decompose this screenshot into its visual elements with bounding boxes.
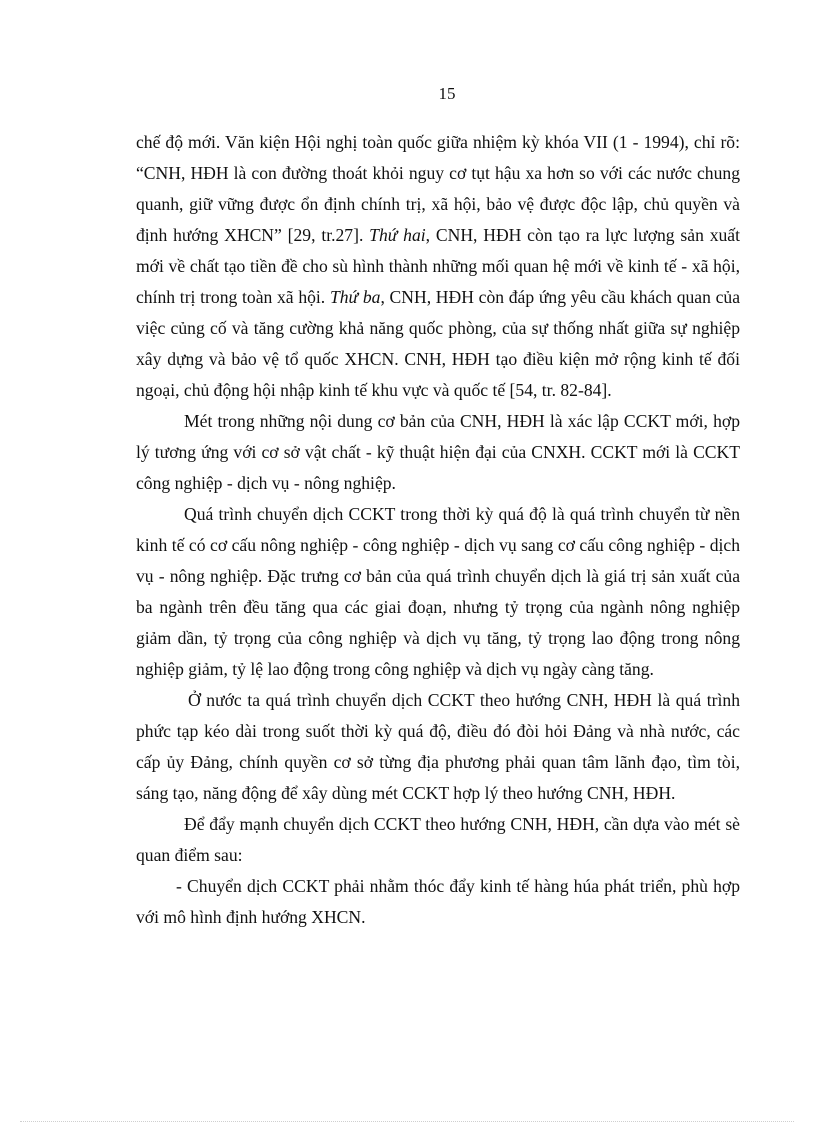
- paragraph-1-text-b: , CNH, HĐH còn tạo ra lực lượng sản xuất mới về chất tạo tiền đề cho sù hình thành những mối quan hệ mới về kinh tế - xã hội, chính trị trong toàn xã hội.: [136, 225, 740, 307]
- paragraph-2: Mét trong những nội dung cơ bản của CNH, HĐH là xác lập CCKT mới, hợp lý tương ứng với cơ sở vật chất - kỹ thuật hiện đại của CNXH. CCKT mới là CCKT công nghiệp - dịch vụ - nông nghiệp.: [136, 411, 740, 493]
- paragraph-4: Ở nước ta quá trình chuyển dịch CCKT theo hướng CNH, HĐH là quá trình phức tạp kéo dài trong suốt thời kỳ quá độ, điều đó đòi hỏi Đảng và nhà nước, các cấp ủy Đảng, chính quyền cơ sở từng địa phương phải quan tâm lãnh đạo, tìm tòi, sáng tạo, năng động để xây dùng mét CCKT hợp lý theo hướng CNH, HĐH.: [136, 690, 740, 803]
- paragraph-1-text-a: chế độ mới. Văn kiện Hội nghị toàn quốc giữa nhiệm kỳ khóa VII (1 - 1994), chỉ rõ: “CNH, HĐH là con đường thoát khỏi nguy cơ tụt hậu xa hơn so với các nước chung quanh, giữ vững được ổn định chính trị, xã hội, bảo vệ được độc lập, chủ quyền và định hướng XHCN” [29, tr.27].: [136, 132, 740, 245]
- paragraph-6-bullet: - Chuyển dịch CCKT phải nhằm thóc đẩy kinh tế hàng húa phát triển, phù hợp với mô hình định hướng XHCN.: [136, 876, 740, 927]
- paragraph-1-text-c: , CNH, HĐH còn đáp ứng yêu cầu khách quan của việc củng cố và tăng cường khả năng quốc phòng, của sự thống nhất giữa sự nghiệp xây dựng và bảo vệ tổ quốc XHCN. CNH, HĐH tạo điều kiện mở rộng kinh tế đối ngoại, chủ động hội nhập kinh tế khu vực và quốc tế [54, tr. 82-84].: [136, 287, 741, 400]
- paragraph-1: [136, 127, 740, 406]
- paragraph-5: Để đẩy mạnh chuyển dịch CCKT theo hướng CNH, HĐH, cần dựa vào mét sè quan điểm sau:: [136, 814, 740, 865]
- page-bottom-divider: [20, 1121, 794, 1122]
- document-body: [136, 127, 740, 933]
- paragraph-1-italic-thu-hai: Thứ hai: [369, 225, 426, 245]
- page-number: 15: [438, 84, 456, 103]
- paragraph-1-italic-thu-ba: Thứ ba: [329, 287, 381, 307]
- paragraph-3: Quá trình chuyển dịch CCKT trong thời kỳ quá độ là quá trình chuyển từ nền kinh tế có cơ cấu nông nghiệp - công nghiệp - dịch vụ sang cơ cấu công nghiệp - dịch vụ - nông nghiệp. Đặc trưng cơ bản của quá trình chuyển dịch là giá trị sản xuất của ba ngành trên đều tăng qua các giai đoạn, nhưng tỷ trọng của ngành nông nghiệp giảm dần, tỷ trọng của công nghiệp và dịch vụ tăng, tỷ trọng lao động trong nông nghiệp giảm, tỷ lệ lao động trong công nghiệp và dịch vụ ngày càng tăng.: [136, 504, 740, 679]
